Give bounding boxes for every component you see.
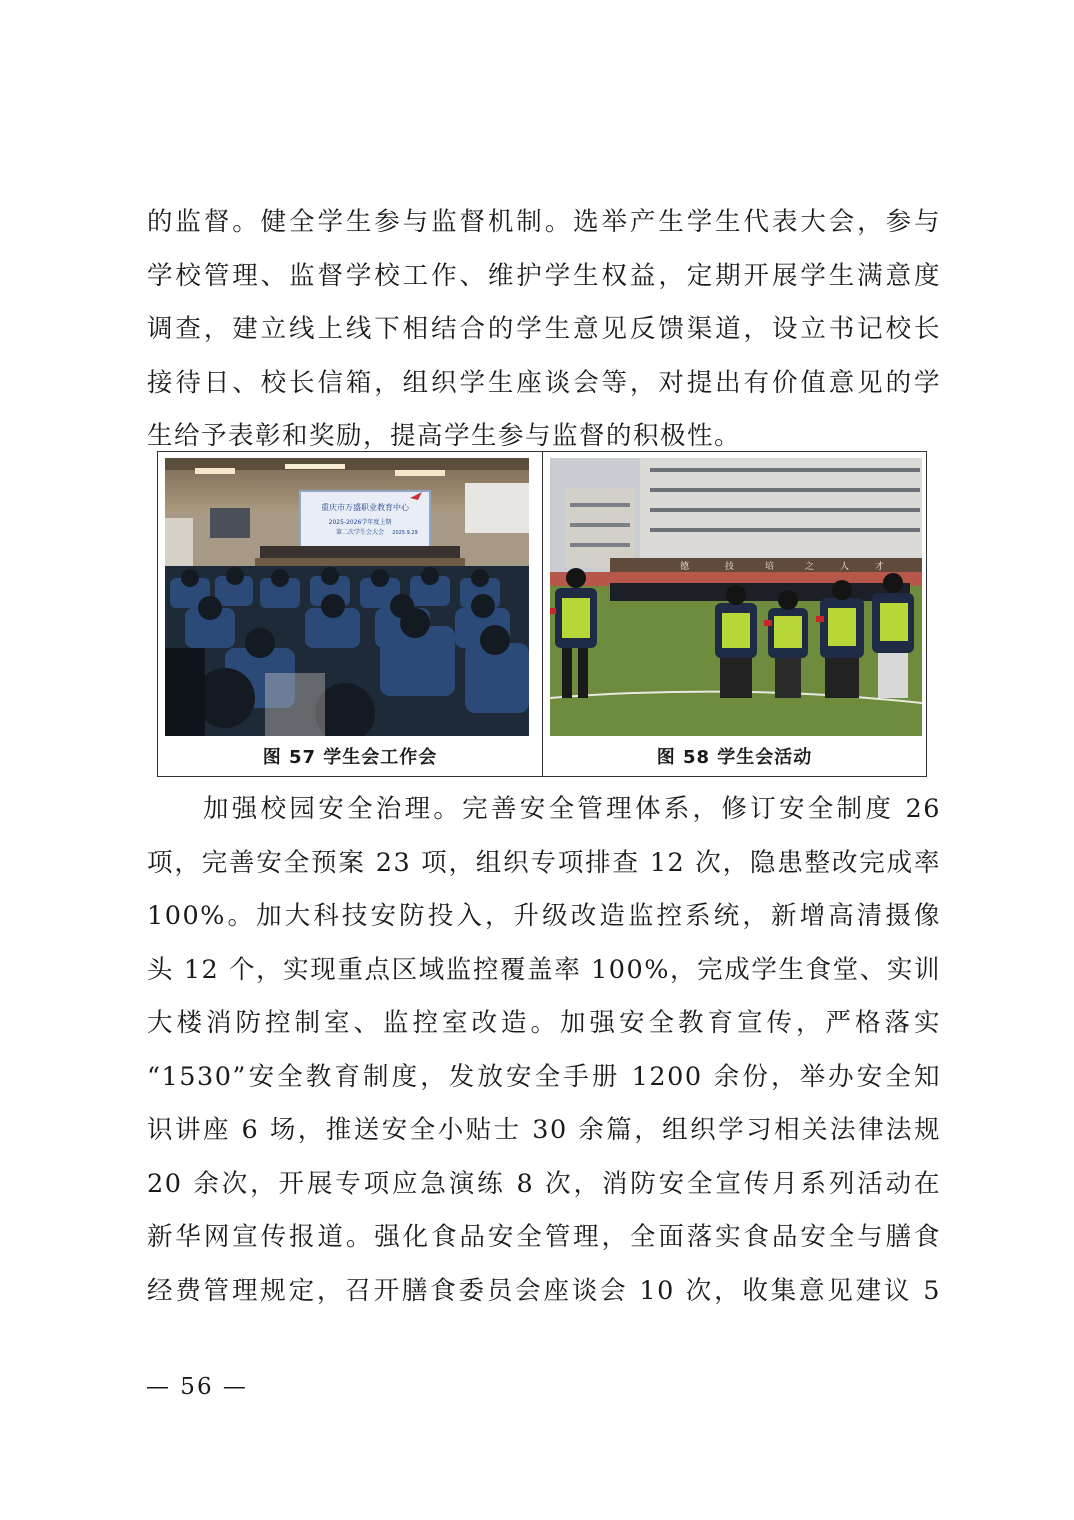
banner-char: 技 (725, 562, 735, 572)
student-union-activity-photo (550, 458, 922, 736)
banner-char: 人 (840, 562, 850, 572)
banner-char: 才 (875, 562, 885, 572)
text-line: 头 12 个，实现重点区域监控覆盖率 100%，完成学生食堂、实训 (147, 954, 941, 985)
text-line: “1530”安全教育制度，发放安全手册 1200 余份，举办安全知 (147, 1061, 941, 1092)
text-line: 生给予表彰和奖励，提高学生参与监督的积极性。 (147, 421, 742, 451)
text-line: 的监督。健全学生参与监督机制。选举产生学生代表大会，参与 (147, 207, 941, 237)
banner-char: 之 (805, 562, 815, 572)
figure-57-cell (158, 452, 543, 776)
playground-illustration (550, 458, 922, 736)
meeting-hall-illustration (165, 458, 529, 736)
paragraph-2 (147, 783, 941, 1318)
text-line: 大楼消防控制室、监控室改造。加强安全教育宣传，严格落实 (147, 1008, 941, 1038)
banner-char: 培 (765, 562, 775, 572)
text-line: 调查，建立线上线下相结合的学生意见反馈渠道，设立书记校长 (147, 314, 941, 344)
figure-table (157, 451, 927, 777)
text-line: 20 余次，开展专项应急演练 8 次，消防安全宣传月系列活动在 (147, 1168, 941, 1199)
text-line: 项，完善安全预案 23 项，组织专项排查 12 次，隐患整改完成率 (147, 847, 941, 878)
figure-58-caption: 图 58 学生会活动 (656, 747, 813, 768)
text-line: 100%。加大科技安防投入，升级改造监控系统，新增高清摄像 (147, 901, 941, 931)
paragraph-1 (147, 196, 941, 464)
figure-57-caption: 图 57 学生会工作会 (262, 747, 438, 768)
text-line: 加强校园安全治理。完善安全管理体系，修订安全制度 26 (203, 794, 941, 824)
text-line: 接待日、校长信箱，组织学生座谈会等，对提出有价值意见的学 (147, 367, 941, 398)
page-number: — 56 — (146, 1374, 248, 1400)
student-union-meeting-photo (165, 458, 529, 736)
text-line: 识讲座 6 场，推送安全小贴士 30 余篇，组织学习相关法律法规 (147, 1115, 941, 1145)
figure-58-cell (543, 452, 926, 776)
screen-line: 2025-2026学年度上期 (328, 519, 392, 526)
text-line: 新华网宣传报道。强化食品安全管理，全面落实食品安全与膳食 (147, 1222, 941, 1252)
text-line: 学校管理、监督学校工作、维护学生权益，定期开展学生满意度 (147, 260, 941, 291)
text-line: 经费管理规定，召开膳食委员会座谈会 10 次，收集意见建议 5 (147, 1275, 941, 1306)
screen-line-2: 第二次学生会大会 (335, 529, 385, 536)
screen-date: 2025.9.29 (392, 530, 418, 536)
banner-char: 德 (680, 562, 690, 572)
screen-title: 重庆市万盛职业教育中心 (321, 503, 409, 512)
